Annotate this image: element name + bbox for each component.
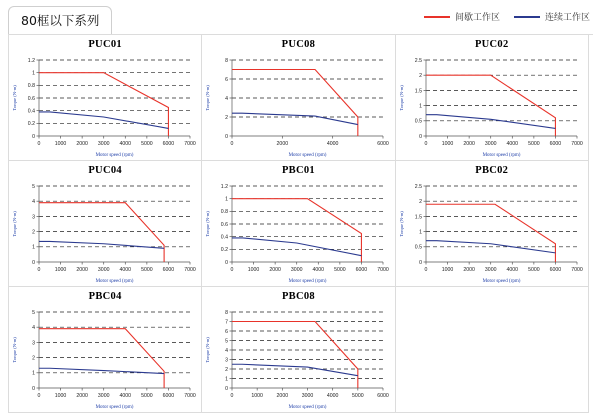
svg-text:1.5: 1.5 <box>414 214 422 221</box>
svg-text:0: 0 <box>225 259 229 266</box>
svg-text:3000: 3000 <box>302 393 314 399</box>
svg-text:1000: 1000 <box>54 267 67 273</box>
svg-text:5000: 5000 <box>527 141 540 147</box>
svg-text:0: 0 <box>37 141 41 147</box>
svg-text:0: 0 <box>418 133 422 140</box>
svg-text:3000: 3000 <box>97 141 110 147</box>
svg-text:5: 5 <box>32 183 35 190</box>
svg-text:2000: 2000 <box>462 141 475 147</box>
svg-text:0: 0 <box>37 267 41 273</box>
chart-cell-puc08 <box>202 35 395 161</box>
svg-text:5: 5 <box>32 309 35 316</box>
svg-text:Motor speed (rpm): Motor speed (rpm) <box>288 279 327 284</box>
svg-text:Torque (N-m): Torque (N-m) <box>12 211 17 237</box>
svg-text:0.6: 0.6 <box>27 95 35 102</box>
svg-text:Motor speed (rpm): Motor speed (rpm) <box>95 279 134 284</box>
svg-text:1: 1 <box>418 103 422 110</box>
svg-text:0: 0 <box>424 141 428 147</box>
svg-text:4000: 4000 <box>312 267 325 273</box>
svg-text:0.5: 0.5 <box>414 244 422 251</box>
svg-text:4: 4 <box>32 325 35 332</box>
svg-text:3000: 3000 <box>484 141 497 147</box>
svg-text:6: 6 <box>225 328 229 335</box>
svg-text:0: 0 <box>225 385 229 392</box>
svg-text:8: 8 <box>225 57 229 64</box>
chart-grid <box>8 34 593 413</box>
svg-text:7000: 7000 <box>184 393 196 399</box>
chart-plot <box>9 52 202 160</box>
svg-text:4000: 4000 <box>119 141 132 147</box>
svg-text:2: 2 <box>225 366 229 373</box>
svg-text:2000: 2000 <box>276 141 289 147</box>
svg-text:0: 0 <box>37 393 41 399</box>
svg-text:1: 1 <box>32 244 35 251</box>
svg-text:1: 1 <box>32 370 35 377</box>
svg-text:2: 2 <box>418 199 422 206</box>
svg-text:0: 0 <box>230 393 234 399</box>
legend-swatch-continuous <box>514 16 540 18</box>
svg-text:7000: 7000 <box>570 141 583 147</box>
svg-text:1: 1 <box>225 376 229 383</box>
svg-text:2000: 2000 <box>76 267 88 273</box>
svg-text:0: 0 <box>230 141 234 147</box>
chart-title: PUC08 <box>281 39 316 50</box>
series-title-tab[interactable]: 80框以下系列 <box>8 6 112 35</box>
svg-text:7000: 7000 <box>184 267 196 273</box>
svg-text:1: 1 <box>32 70 35 77</box>
svg-text:Torque (N-m): Torque (N-m) <box>398 85 404 111</box>
svg-text:5000: 5000 <box>141 267 153 273</box>
svg-text:Motor speed (rpm): Motor speed (rpm) <box>482 279 520 284</box>
legend-label-intermittent: 间歇工作区 <box>454 13 500 23</box>
svg-text:3000: 3000 <box>97 267 110 273</box>
svg-text:Motor speed (rpm): Motor speed (rpm) <box>95 153 134 158</box>
chart-plot <box>202 304 395 412</box>
chart-cell-pbc08 <box>202 287 395 413</box>
svg-text:5: 5 <box>225 338 229 345</box>
svg-text:0: 0 <box>32 259 35 266</box>
legend <box>424 10 590 23</box>
svg-text:3000: 3000 <box>484 267 497 273</box>
svg-text:6000: 6000 <box>355 267 368 273</box>
svg-text:2: 2 <box>32 355 35 362</box>
svg-text:Torque (N-m): Torque (N-m) <box>205 211 211 237</box>
svg-text:1: 1 <box>418 229 422 236</box>
chart-cell-pbc02 <box>396 161 589 287</box>
svg-text:6000: 6000 <box>162 267 175 273</box>
svg-text:0.4: 0.4 <box>221 234 229 241</box>
svg-text:0: 0 <box>424 267 428 273</box>
svg-text:4000: 4000 <box>119 267 132 273</box>
legend-item-continuous <box>514 10 590 23</box>
svg-text:0.4: 0.4 <box>27 108 35 115</box>
svg-text:Torque (N-m): Torque (N-m) <box>205 337 211 363</box>
svg-text:Motor speed (rpm): Motor speed (rpm) <box>288 405 327 410</box>
svg-text:0.2: 0.2 <box>27 121 35 128</box>
svg-text:0.8: 0.8 <box>27 83 35 90</box>
svg-text:2000: 2000 <box>276 393 289 399</box>
svg-text:2: 2 <box>225 114 229 121</box>
chart-title: PBC04 <box>88 291 122 302</box>
chart-cell-pbc04 <box>9 287 202 413</box>
chart-title: PUC01 <box>88 39 122 50</box>
chart-cell-empty <box>396 287 589 413</box>
svg-text:5000: 5000 <box>141 393 153 399</box>
svg-text:4000: 4000 <box>506 141 518 147</box>
legend-label-continuous: 连续工作区 <box>544 13 590 23</box>
svg-text:1.2: 1.2 <box>221 183 229 190</box>
svg-text:7000: 7000 <box>570 267 583 273</box>
svg-text:2: 2 <box>32 229 35 236</box>
svg-text:1000: 1000 <box>248 267 260 273</box>
svg-text:3000: 3000 <box>291 267 303 273</box>
svg-text:1: 1 <box>225 196 229 203</box>
chart-cell-puc01 <box>9 35 202 161</box>
chart-title: PBC02 <box>475 165 509 176</box>
svg-text:1000: 1000 <box>441 267 453 273</box>
svg-text:2.5: 2.5 <box>414 183 422 190</box>
chart-plot <box>202 52 395 160</box>
svg-text:7000: 7000 <box>377 267 390 273</box>
svg-text:4000: 4000 <box>327 141 339 147</box>
svg-text:4000: 4000 <box>327 393 339 399</box>
svg-text:2000: 2000 <box>462 267 475 273</box>
legend-item-intermittent <box>424 10 500 23</box>
svg-text:6: 6 <box>225 76 229 83</box>
svg-text:0: 0 <box>418 259 422 266</box>
chart-plot <box>396 178 589 286</box>
svg-text:6000: 6000 <box>549 141 561 147</box>
svg-text:3: 3 <box>32 214 35 221</box>
legend-swatch-intermittent <box>424 16 450 18</box>
svg-text:0: 0 <box>32 133 35 140</box>
svg-text:3: 3 <box>225 357 229 364</box>
svg-text:1000: 1000 <box>54 393 67 399</box>
chart-cell-pbc01 <box>202 161 395 287</box>
svg-text:Motor speed (rpm): Motor speed (rpm) <box>482 153 520 158</box>
svg-text:Torque (N-m): Torque (N-m) <box>12 85 17 111</box>
svg-text:4: 4 <box>32 199 35 206</box>
svg-text:3: 3 <box>32 340 35 347</box>
svg-text:0.6: 0.6 <box>221 221 229 228</box>
svg-text:5000: 5000 <box>352 393 364 399</box>
svg-text:Motor speed (rpm): Motor speed (rpm) <box>288 153 327 158</box>
svg-text:1.2: 1.2 <box>27 57 35 64</box>
svg-text:1.5: 1.5 <box>414 88 422 95</box>
chart-title: PUC02 <box>474 39 509 50</box>
svg-text:2000: 2000 <box>269 267 282 273</box>
svg-text:1000: 1000 <box>441 141 453 147</box>
svg-text:4: 4 <box>225 95 229 102</box>
page-header <box>0 0 600 34</box>
chart-plot <box>202 178 395 286</box>
svg-text:Torque (N-m): Torque (N-m) <box>12 337 17 363</box>
svg-text:4000: 4000 <box>119 393 132 399</box>
svg-text:5000: 5000 <box>141 141 153 147</box>
chart-title: PUC04 <box>88 165 122 176</box>
svg-text:2000: 2000 <box>76 141 88 147</box>
svg-text:4: 4 <box>225 347 229 354</box>
chart-plot <box>396 52 589 160</box>
svg-text:6000: 6000 <box>162 393 175 399</box>
svg-text:0.2: 0.2 <box>221 247 229 254</box>
svg-text:7000: 7000 <box>184 141 196 147</box>
svg-text:Torque (N-m): Torque (N-m) <box>205 85 211 111</box>
svg-text:6000: 6000 <box>549 267 561 273</box>
svg-text:Torque (N-m): Torque (N-m) <box>398 211 404 237</box>
svg-text:2.5: 2.5 <box>414 57 422 64</box>
svg-text:0: 0 <box>32 385 35 392</box>
svg-text:0.8: 0.8 <box>221 209 229 216</box>
chart-cell-puc02 <box>396 35 589 161</box>
svg-text:0: 0 <box>225 133 229 140</box>
chart-title: PBC01 <box>281 165 315 176</box>
svg-text:0: 0 <box>230 267 234 273</box>
svg-text:2000: 2000 <box>76 393 88 399</box>
svg-text:3000: 3000 <box>97 393 110 399</box>
chart-plot <box>9 178 202 286</box>
svg-text:6000: 6000 <box>377 393 390 399</box>
svg-text:0.5: 0.5 <box>414 118 422 125</box>
svg-text:4000: 4000 <box>506 267 518 273</box>
svg-text:5000: 5000 <box>334 267 346 273</box>
svg-text:2: 2 <box>418 73 422 80</box>
chart-title: PBC08 <box>281 291 315 302</box>
svg-text:5000: 5000 <box>527 267 540 273</box>
svg-text:1000: 1000 <box>54 141 67 147</box>
chart-plot <box>9 304 202 412</box>
chart-cell-puc04 <box>9 161 202 287</box>
svg-text:Motor speed (rpm): Motor speed (rpm) <box>95 405 134 410</box>
svg-text:1000: 1000 <box>251 393 264 399</box>
svg-text:8: 8 <box>225 309 229 316</box>
svg-text:6000: 6000 <box>377 141 390 147</box>
svg-text:7: 7 <box>225 319 229 326</box>
svg-text:6000: 6000 <box>162 141 175 147</box>
